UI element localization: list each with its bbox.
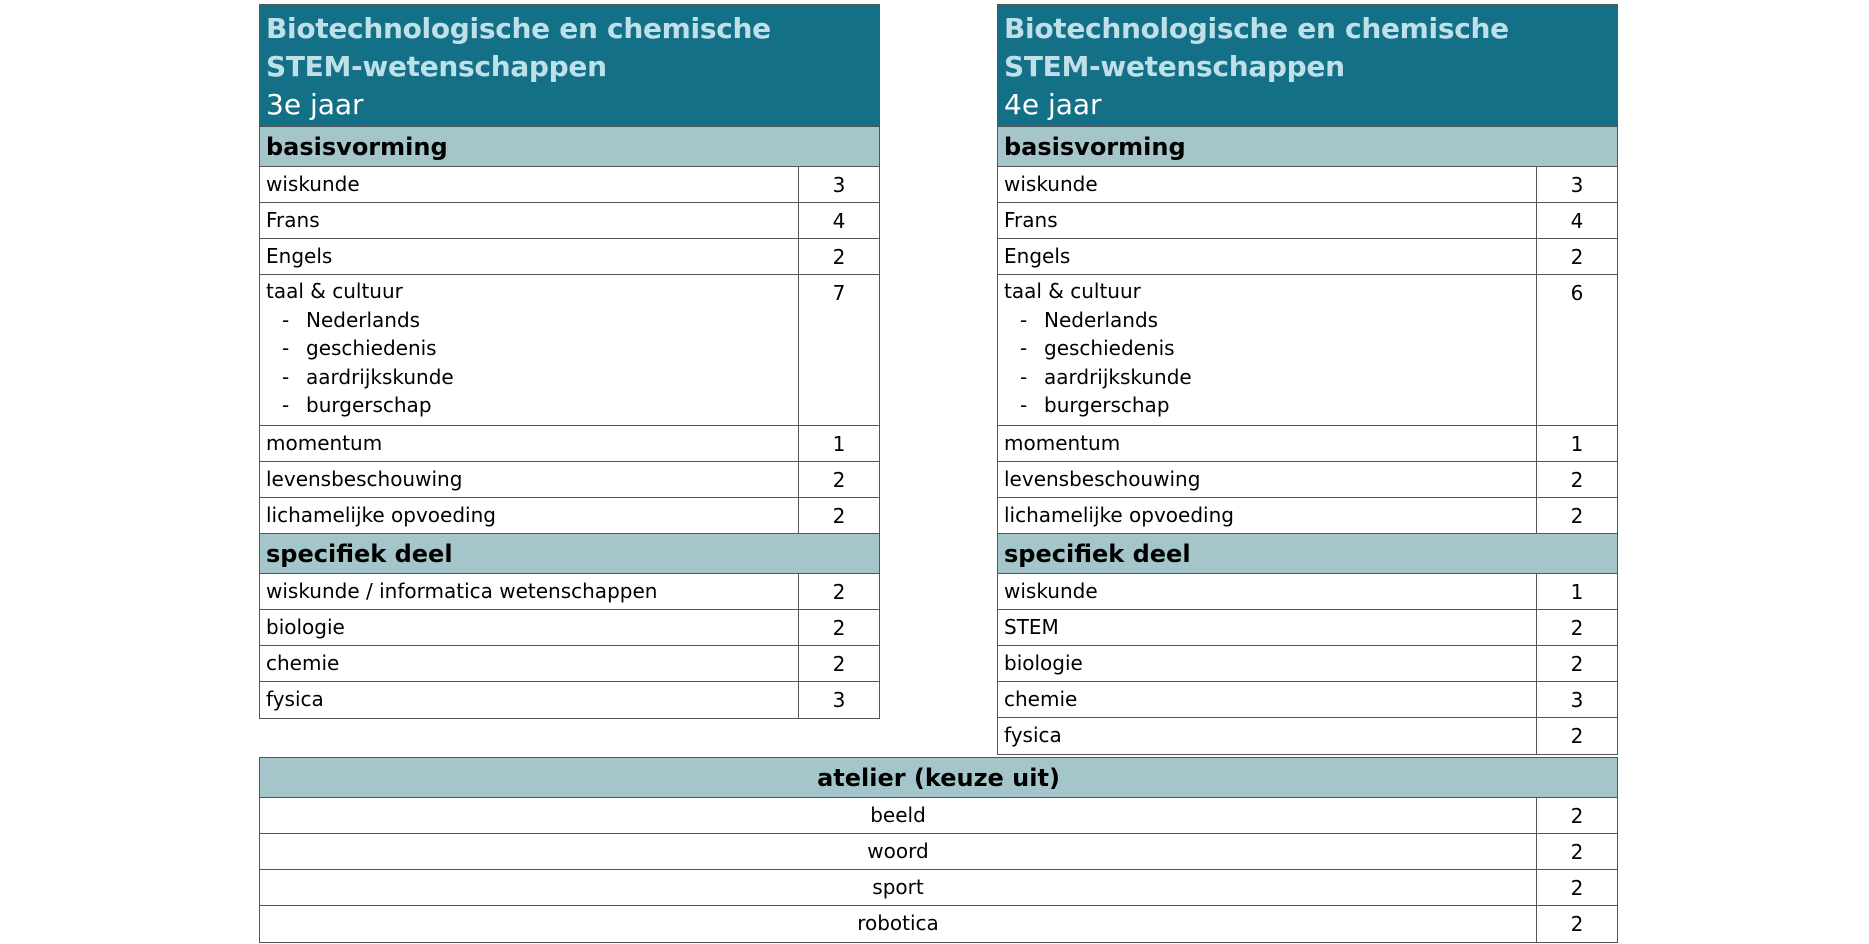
section-heading-specifiek-deel: specifiek deel [998,534,1617,574]
hours-value: 1 [1570,432,1584,456]
table-row [260,610,879,646]
table-row [260,426,879,462]
subject-label: Engels [260,239,799,274]
table-header [998,5,1617,127]
subject-label: biologie [998,646,1537,681]
table-row [260,682,879,718]
sub-subject: - Nederlands [266,306,798,335]
table-row [260,462,879,498]
table-row [998,167,1617,203]
sub-subject: - aardrijkskunde [266,363,798,392]
subject-label: Engels [998,239,1537,274]
title-line-2: STEM-wetenschappen [266,50,607,83]
subject-label: wiskunde / informatica wetenschappen [260,574,799,609]
hours-value: 2 [1570,245,1584,269]
atelier-option-label: beeld [260,798,1537,833]
table-row [998,718,1617,754]
hours-value: 2 [1570,724,1584,748]
atelier-option-label: robotica [260,906,1537,942]
table-row [998,610,1617,646]
sub-subject: - geschiedenis [266,334,798,363]
table-row [998,646,1617,682]
table-row [998,682,1617,718]
sub-subject: - geschiedenis [1004,334,1536,363]
table-row [998,203,1617,239]
hours-value: 2 [1570,804,1584,828]
table-row [260,870,1617,906]
subject-label: chemie [998,682,1537,717]
subject-label: lichamelijke opvoeding [998,498,1537,533]
title-line-2: STEM-wetenschappen [1004,50,1345,83]
subject-label: momentum [998,426,1537,461]
subject-label: biologie [260,610,799,645]
subject-label: wiskunde [998,167,1537,202]
hours-value: 4 [1570,209,1584,233]
hours-value: 3 [1570,173,1584,197]
subject-label: Frans [998,203,1537,238]
subject-label: momentum [260,426,799,461]
hours-value: 3 [1570,688,1584,712]
table-row [260,239,879,275]
subject-label: lichamelijke opvoeding [260,498,799,533]
hours-value: 2 [1570,616,1584,640]
hours-value: 2 [1570,504,1584,528]
table-row [998,498,1617,534]
table-row [998,426,1617,462]
hours-value: 2 [832,504,846,528]
year-label: 4e jaar [1004,88,1102,121]
section-heading-basisvorming: basisvorming [260,127,879,167]
table-row [260,498,879,534]
title-line-1: Biotechnologische en chemische [266,12,771,45]
table-row [260,906,1617,942]
sub-subject: - burgerschap [1004,391,1536,420]
hours-value: 1 [1570,580,1584,604]
hours-value: 4 [832,209,846,233]
hours-value: 2 [832,468,846,492]
table-header [260,5,879,127]
year-label: 3e jaar [266,88,364,121]
subject-label: fysica [260,682,799,718]
subject-label: wiskunde [998,574,1537,609]
table-row [998,574,1617,610]
sub-subject: - aardrijkskunde [1004,363,1536,392]
hours-value: 1 [832,432,846,456]
sub-subject: - burgerschap [266,391,798,420]
hours-value: 7 [832,281,846,305]
hours-value: 2 [832,245,846,269]
hours-value: 2 [1570,652,1584,676]
subject-label: chemie [260,646,799,681]
table-row [260,167,879,203]
hours-value: 2 [1570,468,1584,492]
hours-value: 2 [1570,912,1584,936]
section-heading-specifiek-deel: specifiek deel [260,534,879,574]
hours-value: 2 [832,580,846,604]
subject-label: taal & cultuur [266,279,403,303]
hours-value: 2 [1570,876,1584,900]
table-row [260,646,879,682]
table-row [260,275,879,426]
section-heading-atelier: atelier (keuze uit) [260,758,1617,798]
subject-label: Frans [260,203,799,238]
subject-label: levensbeschouwing [998,462,1537,497]
atelier-option-label: woord [260,834,1537,869]
table-row [998,462,1617,498]
subject-label: levensbeschouwing [260,462,799,497]
subject-label: wiskunde [260,167,799,202]
hours-value: 6 [1570,281,1584,305]
hours-value: 2 [1570,840,1584,864]
subject-label: STEM [998,610,1537,645]
table-row [998,239,1617,275]
atelier-table [259,757,1618,943]
table-row [260,203,879,239]
table-row [998,275,1617,426]
table-row [260,798,1617,834]
section-heading-basisvorming: basisvorming [998,127,1617,167]
table-row [260,574,879,610]
timetable-3e-jaar [259,4,880,719]
hours-value: 2 [832,616,846,640]
table-row [260,834,1617,870]
subject-label: taal & cultuur [1004,279,1141,303]
hours-value: 3 [832,173,846,197]
atelier-option-label: sport [260,870,1537,905]
timetable-4e-jaar [997,4,1618,755]
sub-subject: - Nederlands [1004,306,1536,335]
title-line-1: Biotechnologische en chemische [1004,12,1509,45]
hours-value: 2 [832,652,846,676]
subject-label: fysica [998,718,1537,754]
hours-value: 3 [832,688,846,712]
